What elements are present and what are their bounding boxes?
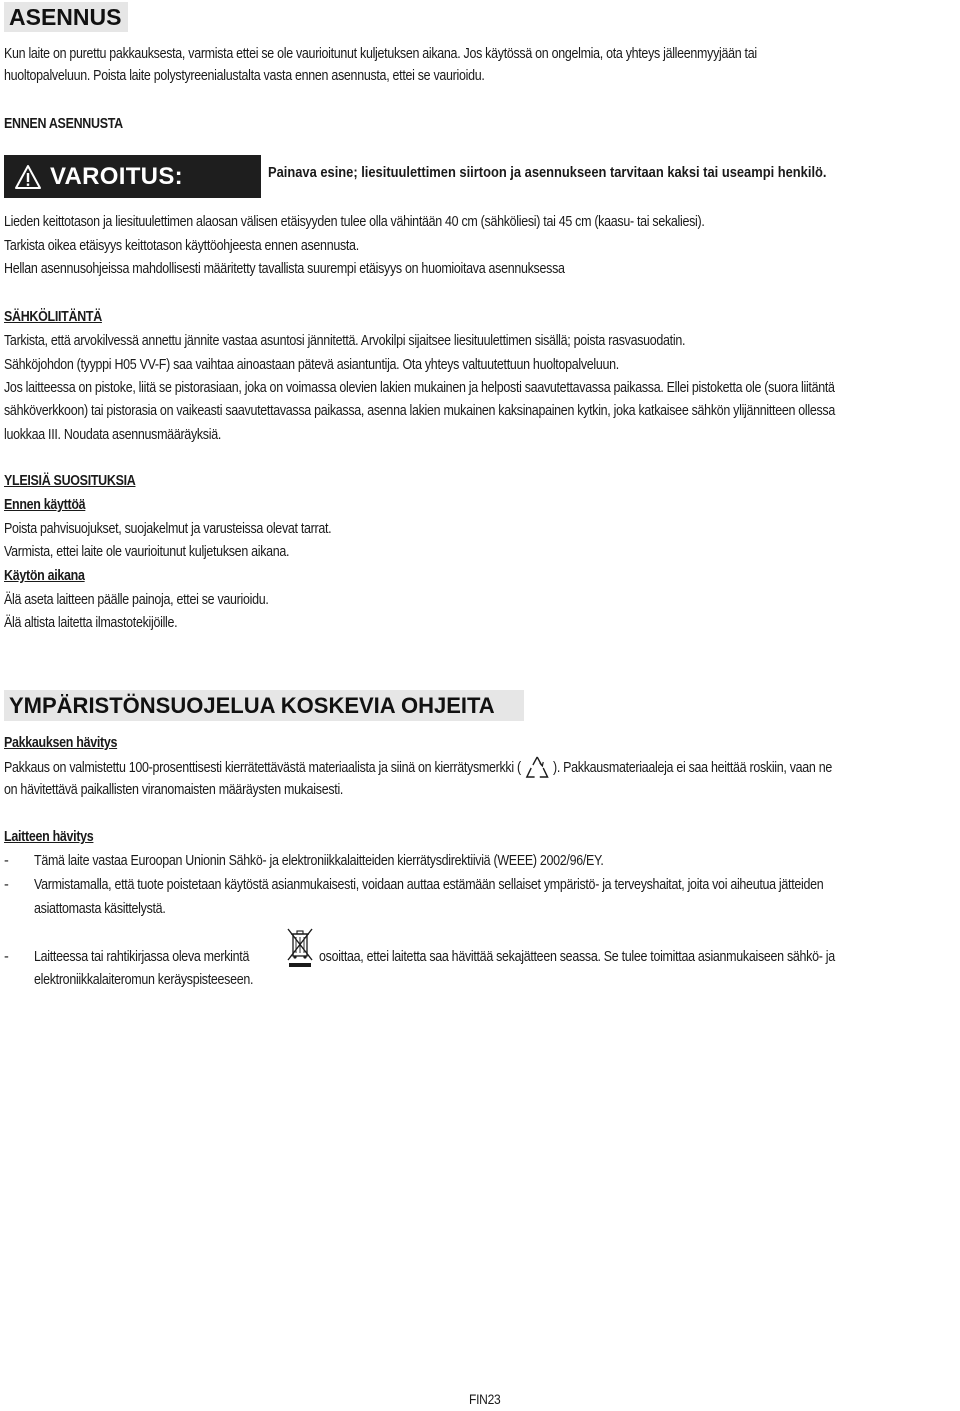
pakkaus-line-1b: ). Pakkausmateriaaleja ei saa heittää roskiin, vaan ne [552,759,833,776]
sahko-line-4: sähköverkkoon) tai pistorasia on vaikeasti saavutettavassa paikassa, asenna lakien mukainen kaksinapainen kytkin, joka katkaisee sähkön ylijännitteen ollessa [4,403,836,419]
subheading-kayton-aikana: Käytön aikana [4,568,85,584]
crossed-bin-icon [285,926,315,968]
pakkaus-line-1 [4,755,832,781]
ennen-line-1: Poista pahvisuojukset, suojakelmut ja varusteissa olevat tarrat. [4,521,332,537]
ennen-line-2: Varmista, ettei laite ole vaurioitunut kuljetuksen aikana. [4,544,290,560]
warning-text: Painava esine; liesituulettimen siirtoon ja asennukseen tarvitaan kaksi tai useampi henkilö. [268,164,827,181]
pakkaus-line-2: on hävitettävä paikallisten viranomaisten määräysten mukaisesti. [4,782,344,798]
subheading-yleisia-suosituksia: YLEISIÄ SUOSITUKSIA [4,473,136,489]
list-dash-3: - [4,949,9,965]
subheading-ennen-asennusta: ENNEN ASENNUSTA [4,116,123,132]
pakkaus-line-1a: Pakkaus on valmistettu 100-prosenttisesti kierrätettävästä materiaalista ja siinä on kierrätysmerkki ( [4,759,521,776]
distance-line-2: Tarkista oikea etäisyys keittotason käyttöohjeesta ennen asennusta. [4,238,359,254]
recycle-icon [524,755,550,781]
subheading-laitteen-havitys: Laitteen hävitys [4,829,94,845]
list-dash-1: - [4,853,9,869]
subheading-pakkauksen-havitys: Pakkauksen hävitys [4,735,118,751]
sahko-line-1: Tarkista, että arvokilvessä annettu jännite vastaa asuntosi jännitettä. Arvokilpi sijaitsee liesituulettimen sisällä; poista rasvasuodatin. [4,333,686,349]
sahko-line-5: luokkaa III. Noudata asennusmääräyksiä. [4,427,222,443]
laite-item-3-line-1: Laitteessa tai rahtikirjassa oleva merkintä [34,949,250,965]
laite-item-2-line-1: Varmistamalla, että tuote poistetaan käytöstä asianmukaisesti, voidaan auttaa estämään sellaiset ympäristö- ja terveyshaitat, joita voi aiheutua jätteiden [34,877,824,893]
distance-line-1: Lieden keittotason ja liesituulettimen alaosan välisen etäisyyden tulee olla vähintään 40 cm (sähköliesi) tai 45 cm (kaasu- tai sekaliesi). [4,214,705,230]
sahko-line-2: Sähköjohdon (tyyppi H05 VV-F) saa vaihtaa ainoastaan pätevä asiantuntija. Ota yhteys valtuutettuun huoltopalveluun. [4,357,619,373]
warning-box [4,155,261,198]
section-heading-asennus: ASENNUS [4,2,128,32]
intro-line-1: Kun laite on purettu pakkauksesta, varmista ettei se ole vaurioitunut kuljetuksen aikana. Jos käytössä on ongelmia, ota yhteys jälleenmyyjään tai [4,46,757,62]
laite-item-3-line-2: elektroniikkalaiteromun keräyspisteeseen. [34,972,254,988]
section-heading-ymparisto: YMPÄRISTÖNSUOJELUA KOSKEVIA OHJEITA [4,690,524,721]
page-number: FIN23 [469,1391,501,1407]
subheading-sahkoliitanta: SÄHKÖLIITÄNTÄ [4,309,102,325]
list-dash-2: - [4,877,9,893]
kaytto-line-1: Älä aseta laitteen päälle painoja, ettei se vaurioidu. [4,592,269,608]
distance-line-3: Hellan asennusohjeissa mahdollisesti määritetty tavallista suurempi etäisyys on huomioitava asennuksessa [4,261,565,277]
subheading-ennen-kayttoa: Ennen käyttöä [4,497,86,513]
intro-line-2: huoltopalveluun. Poista laite polystyreenialustalta vasta ennen asennusta, ettei se vaurioidu. [4,68,485,84]
warning-label: VAROITUS: [50,162,183,190]
laite-item-3-line-1b: osoittaa, ettei laitetta saa hävittää sekajätteen seassa. Se tulee toimittaa asianmukaiseen sähkö- ja [319,949,835,965]
kaytto-line-2: Älä altista laitetta ilmastotekijöille. [4,615,178,631]
sahko-line-3: Jos laitteessa on pistoke, liitä se pistorasiaan, joka on voimassa olevien lakien mukainen ja helposti saavutettavassa paikassa. Ellei pistoketta ole (suora liitäntä [4,380,835,396]
laite-item-1: Tämä laite vastaa Euroopan Unionin Sähkö- ja elektroniikkalaitteiden kierrätysdirektiiviä (WEEE) 2002/96/EY. [34,853,604,869]
warning-triangle-icon [14,164,42,190]
laite-item-2-line-2: asiattomasta käsittelystä. [34,901,166,917]
